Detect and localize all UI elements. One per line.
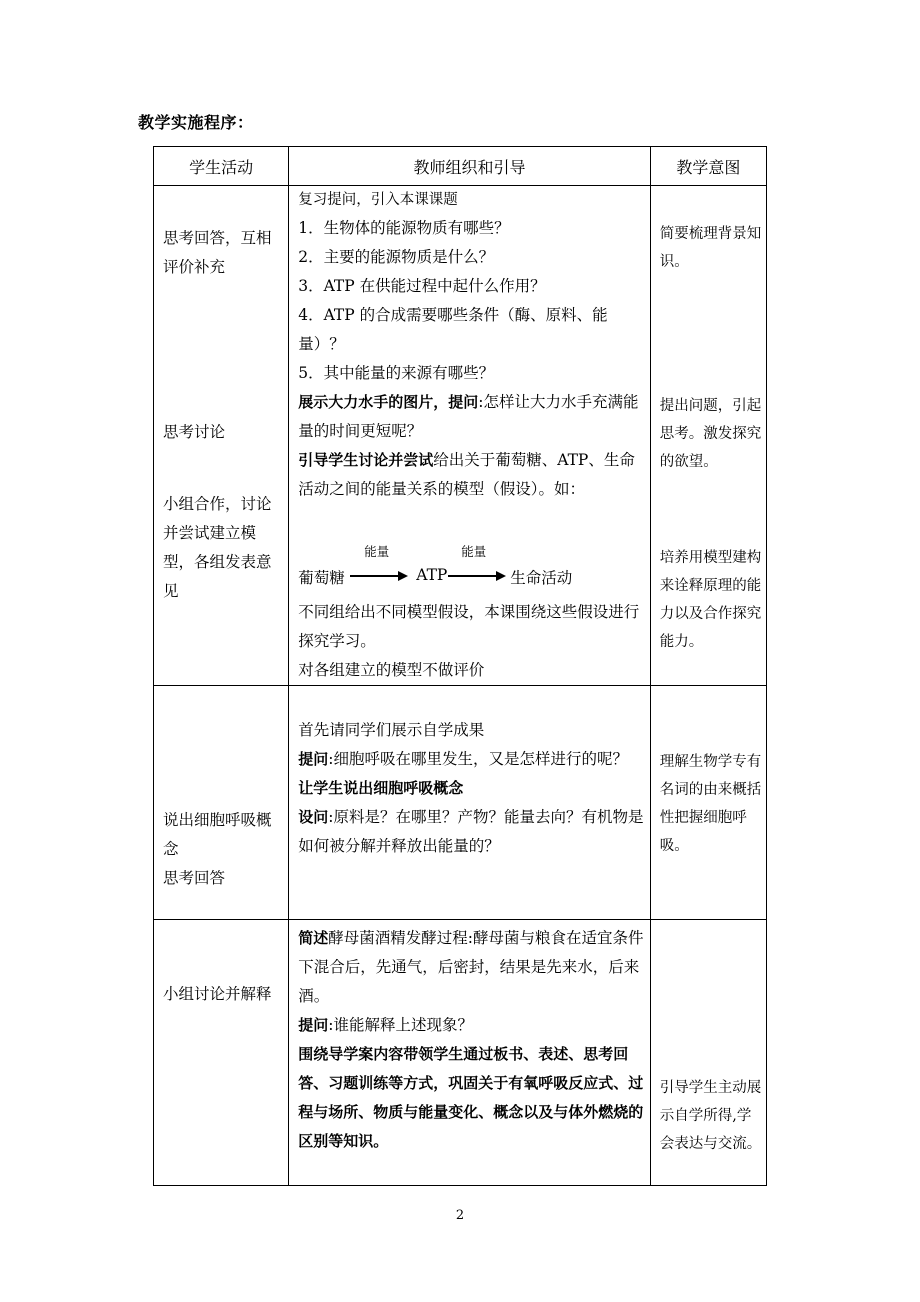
intent-text: 提出问题，引起思考。激发探究的欲望。 (659, 398, 762, 470)
table-row (154, 686, 767, 920)
page-heading: 教学实施程序： (138, 113, 254, 132)
page-number: 2 (455, 1208, 465, 1223)
teacher-text-block (298, 716, 644, 861)
teacher-text-block (298, 186, 644, 504)
description-text: 酵母菌酒精发酵过程:酵母菌与粮食在适宜条件下混合后，先通气，后密封，结果是先来水，后来酒。 (298, 929, 644, 1005)
bold-label: 提问 (298, 750, 329, 768)
table-row (154, 186, 767, 686)
intro-line: 复习提问，引入本课课题 (298, 192, 458, 208)
teaching-procedure-table (153, 146, 767, 1186)
teacher-text-block (298, 924, 644, 1156)
student-activity-text: 小组讨论并解释 (163, 985, 272, 1003)
energy-model-diagram (298, 542, 638, 594)
question-line (298, 803, 644, 861)
student-activity-text: 思考回答，互相评价补充 (163, 229, 272, 276)
question-text: :原料是？在哪里？产物？能量去向？有机物是如何被分解并释放出能量的？ (298, 808, 644, 855)
intent-text: 理解生物学专有名词的由来概括性把握细胞呼吸。 (659, 754, 762, 854)
summary-paragraph: 围绕导学案内容带领学生通过板书、表述、思考回答、习题训练等方式，巩固关于有氧呼吸反应式、过程与场所、物质与能量变化、概念以及与体外燃烧的区别等知识。 (298, 1045, 644, 1150)
arrow-icon (448, 570, 506, 582)
model-note: 不同组给出不同模型假设，本课围绕这些假设进行探究学习。 (298, 603, 640, 650)
question-text: :谁能解释上述现象？ (328, 1016, 473, 1034)
bold-label: 提问 (298, 1016, 329, 1034)
student-activity-text: 思考讨论 (163, 423, 226, 441)
header-teacher-guidance: 教师组织和引导 (289, 147, 651, 186)
question-line: 4．ATP 的合成需要哪些条件（酶、原料、能量）？ (298, 306, 608, 353)
arrow-icon (350, 570, 408, 582)
bold-label: 展示大力水手的图片， (298, 393, 449, 411)
popeye-question (298, 388, 644, 446)
header-teaching-intent: 教学意图 (650, 147, 766, 186)
guide-paragraph (298, 446, 644, 504)
teacher-cell (289, 186, 651, 686)
show-line: 首先请同学们展示自学成果 (298, 721, 485, 739)
life-activity-label: 生命活动 (510, 569, 573, 587)
intent-cell (650, 920, 766, 1186)
question-line: 3．ATP 在供能过程中起什么作用？ (298, 277, 546, 295)
energy-label: 能量 (461, 544, 487, 559)
model-note: 对各组建立的模型不做评价 (298, 661, 485, 679)
intent-text: 培养用模型建构来诠释原理的能力以及合作探究能力。 (659, 550, 762, 650)
intent-text: 简要梳理背景知识。 (659, 226, 762, 270)
description-paragraph (298, 924, 644, 1011)
table-header-row (154, 147, 767, 186)
bold-label: 设问 (298, 808, 329, 826)
teacher-cell (289, 686, 651, 920)
bold-label: 提问 (448, 393, 479, 411)
student-cell (154, 186, 289, 686)
intent-cell (650, 686, 766, 920)
glucose-label: 葡萄糖 (298, 569, 345, 587)
student-cell (154, 920, 289, 1186)
table-row (154, 920, 767, 1186)
question-line (298, 1011, 644, 1040)
student-activity-text: 小组合作，讨论并尝试建立模型，各组发表意见 (163, 495, 272, 600)
concept-line: 让学生说出细胞呼吸概念 (298, 779, 464, 797)
student-cell (154, 686, 289, 920)
bold-label: 简述 (298, 929, 329, 947)
teacher-cell (289, 920, 651, 1186)
energy-label: 能量 (364, 544, 390, 559)
teacher-text-block (298, 598, 644, 685)
question-line: 5．其中能量的来源有哪些？ (298, 364, 495, 382)
intent-text: 引导学生主动展示自学所得,学会表达与交流。 (659, 1080, 762, 1152)
intent-cell (650, 186, 766, 686)
header-student-activity: 学生活动 (154, 147, 289, 186)
atp-label: ATP (416, 566, 448, 584)
question-text: :细胞呼吸在哪里发生，又是怎样进行的呢？ (328, 750, 628, 768)
question-line: 2．主要的能源物质是什么？ (298, 248, 495, 266)
question-text: :怎样让大力水手充满能量的时间更短呢？ (298, 393, 639, 440)
guide-text: 给出关于葡萄糖、ATP、生命活动之间的能量关系的模型（假设）。如： (298, 451, 635, 498)
student-activity-text: 思考回答 (163, 869, 226, 887)
question-line: 1．生物体的能源物质有哪些？ (298, 219, 510, 237)
bold-label: 引导学生讨论并尝试 (298, 451, 434, 469)
question-line (298, 745, 644, 774)
student-activity-text: 说出细胞呼吸概念 (163, 811, 272, 858)
